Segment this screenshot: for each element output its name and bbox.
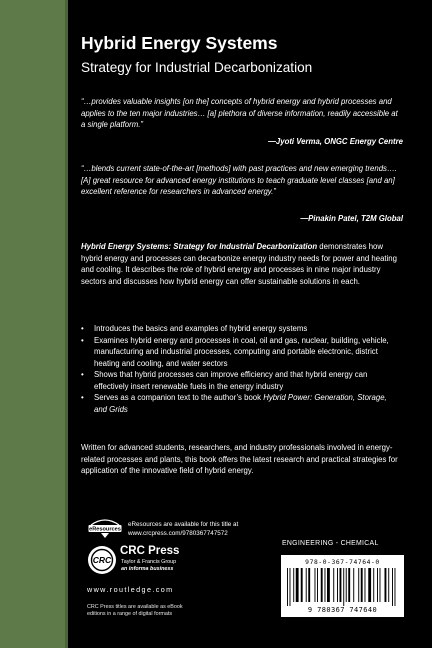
eresources-logo	[88, 517, 122, 539]
barcode-bars	[285, 568, 400, 606]
barcode-bar	[385, 568, 387, 602]
ebook-line-1: CRC Press titles are available as eBook	[87, 604, 183, 610]
barcode-bar	[296, 568, 299, 602]
feature-list	[81, 323, 401, 415]
description-book-title: Hybrid Energy Systems: Strategy for Industrial Decarbonization	[81, 242, 318, 251]
publisher-group: Taylor & Francis Group	[121, 559, 177, 565]
subject-category: ENGINEERING - CHEMICAL	[282, 540, 379, 547]
crc-logo-text: CRC	[92, 555, 112, 566]
review-attribution-1: —Jyoti Verma, ONGC Energy Centre	[268, 137, 403, 146]
barcode-bar	[290, 568, 291, 606]
barcode-bar	[337, 568, 338, 602]
eresources-url: www.crcpress.com/9780367747572	[128, 530, 228, 537]
barcode-bar	[346, 568, 347, 602]
barcode-bar	[287, 568, 288, 606]
feature-item-text: Serves as a companion text to the author’s book	[94, 393, 264, 402]
description-text: demonstrates how hybrid energy and processes can decarbonize energy industry needs for power and heating and cooling. It describes the role of hybrid energy and processes in nine major industry sectors and discusses how hybrid energy can offer sustainable solutions in each.	[81, 242, 397, 286]
barcode-bar	[358, 568, 359, 602]
publisher-business: an informa business	[121, 566, 174, 573]
feature-item	[81, 392, 401, 415]
barcode-bar	[301, 568, 303, 602]
barcode-bar	[348, 568, 350, 602]
isbn-number: 978-0-367-74764-0	[305, 559, 380, 566]
barcode-bar	[343, 568, 344, 606]
barcode-bar	[317, 568, 318, 602]
barcode-bar	[377, 568, 378, 602]
companion-book-title: Hybrid Power: Generation, Storage, and Grids	[94, 393, 387, 414]
crc-press-logo	[87, 545, 117, 575]
audience-paragraph: Written for advanced students, researchers, and industry professionals involved in energy-related processes and plants, this book offers the latest research and practical strategies for application of the innovative field of hybrid energy.	[81, 443, 398, 475]
feature-item: • Examines hybrid energy and processes in coal, oil and gas, nuclear, building, vehicle, manufacturing and industrial processes, computing and portable electronic, district heating and cooling, and water sectors	[81, 335, 401, 370]
ebook-line-2: editions in a range of digital formats	[87, 611, 173, 618]
barcode-bar	[293, 568, 294, 602]
barcode-bar	[333, 568, 334, 602]
barcode-bar	[306, 568, 307, 602]
ebook-note	[87, 604, 183, 619]
publisher-info	[121, 559, 176, 574]
feature-item: • Shows that hybrid processes can improve efficiency and that hybrid energy can effectively insert renewable fuels in the energy industry	[81, 369, 401, 392]
barcode-bar	[392, 568, 393, 606]
eresources-logo-text: eResources	[89, 526, 121, 533]
barcode-bar	[308, 568, 310, 602]
barcode-bar	[365, 568, 366, 602]
book-description	[81, 241, 400, 287]
barcode-bar	[340, 568, 342, 602]
barcode-bar	[373, 568, 374, 602]
review-quote-2: “…blends current state-of-the-art [methods] with past practices and new emerging trends….[A] great resource for advanced energy institutions to teach graduate level classes [and an] excellent reference for researchers in advanced energy.”	[81, 164, 397, 196]
feature-item: • Introduces the basics and examples of hybrid energy systems	[81, 323, 401, 335]
barcode-bar	[325, 568, 326, 602]
barcode-bar	[321, 568, 323, 602]
barcode-bar	[361, 568, 363, 602]
review-quote-1: “…provides valuable insights [on the] concepts of hybrid energy and hybrid processes and applies to the ten major industries… [a] plethora of diverse information, readily accessible at a single platform.”	[81, 97, 398, 129]
barcode-bar	[315, 568, 316, 602]
barcode-bar	[388, 568, 389, 602]
isbn-digits: 9 780367 747640	[307, 606, 378, 614]
book-subtitle: Strategy for Industrial Decarbonization	[81, 60, 313, 75]
publisher-website: www.routledge.com	[87, 585, 174, 594]
book-title: Hybrid Energy Systems	[81, 33, 278, 53]
eresources-line-1: eResources are available for this title at	[128, 521, 239, 528]
green-spine	[0, 0, 68, 648]
isbn-barcode	[281, 555, 404, 617]
barcode-bar	[380, 568, 381, 602]
review-attribution-2: —Pinakin Patel, T2M Global	[300, 214, 403, 223]
barcode-bar	[395, 568, 396, 606]
barcode-bar	[327, 568, 330, 602]
eresources-note	[128, 520, 238, 538]
publisher-name: CRC Press	[120, 545, 180, 557]
barcode-bar	[368, 568, 371, 602]
barcode-bar	[353, 568, 354, 602]
